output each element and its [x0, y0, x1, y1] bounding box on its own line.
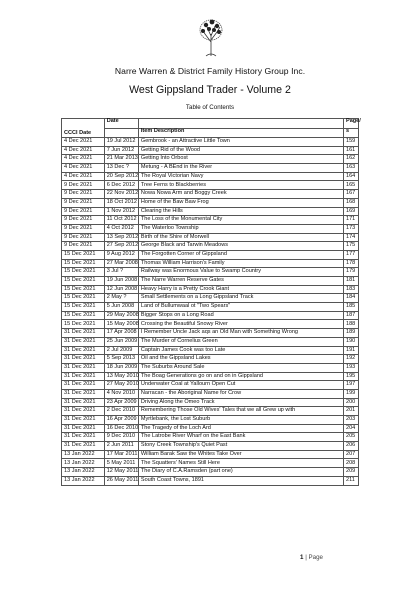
ccci-date-cell: 9 Dec 2021	[62, 198, 105, 207]
description-cell: South Coast Towns, 1891	[138, 476, 343, 485]
date-cell: 17 Mar 2011	[104, 450, 138, 459]
date-cell: 26 May 2011	[104, 476, 138, 485]
page-cell: 190	[344, 337, 359, 346]
table-row	[62, 442, 359, 451]
table-row	[62, 372, 359, 381]
date-cell: 9 Aug 2012	[104, 250, 138, 259]
column-header-page: Page/	[344, 119, 359, 129]
page-footer	[300, 554, 323, 561]
document-subtitle: Table of Contents	[185, 104, 235, 111]
description-cell: Narracan - the Aboriginal Name for Crow	[138, 389, 343, 398]
page-cell: 201	[344, 407, 359, 416]
description-cell: Heavy Harry is a Pretty Crook Giant	[138, 285, 343, 294]
page-cell: 185	[344, 303, 359, 312]
column-header-page-bottom: s	[344, 129, 359, 138]
description-cell: Thomas William Harrison's Family	[138, 259, 343, 268]
table-row	[62, 450, 359, 459]
ccci-date-cell: 9 Dec 2021	[62, 242, 105, 251]
table-row	[62, 190, 359, 199]
page-cell: 165	[344, 181, 359, 190]
page-cell: 193	[344, 363, 359, 372]
document-title: West Gippsland Trader - Volume 2	[129, 84, 291, 96]
date-cell: 19 Jul 2012	[104, 138, 138, 147]
description-cell: Oil and the Gippsland Lakes	[138, 355, 343, 364]
table-row	[62, 146, 359, 155]
date-cell: 29 May 2008	[104, 311, 138, 320]
description-cell: Metung - A BEnd in the River	[138, 164, 343, 173]
ccci-date-cell: 9 Dec 2021	[62, 207, 105, 216]
page-cell: 162	[344, 155, 359, 164]
table-row	[62, 268, 359, 277]
date-cell: 15 May 2008	[104, 320, 138, 329]
date-cell: 1 Nov 2012	[104, 207, 138, 216]
date-cell: 5 Jun 2008	[104, 303, 138, 312]
ccci-date-cell: 13 Jan 2022	[62, 450, 105, 459]
table-row	[62, 242, 359, 251]
table-row	[62, 224, 359, 233]
date-cell: 6 Dec 2012	[104, 181, 138, 190]
page-cell: 207	[344, 450, 359, 459]
date-cell: 19 Jun 2008	[104, 277, 138, 286]
description-cell: Railway was Enormous Value to Swamp Country	[138, 268, 343, 277]
ccci-date-cell: 15 Dec 2021	[62, 277, 105, 286]
description-cell: The Narre Warren Reserve Gates	[138, 277, 343, 286]
page-number: 1	[300, 554, 304, 561]
description-cell: Getting Into Orbost	[138, 155, 343, 164]
description-cell: Crossing the Beautiful Snowy River	[138, 320, 343, 329]
date-cell: 13 Sep 2012	[104, 233, 138, 242]
table-row	[62, 181, 359, 190]
date-cell: 27 May 2010	[104, 381, 138, 390]
ccci-date-cell: 31 Dec 2021	[62, 372, 105, 381]
page-cell: 188	[344, 320, 359, 329]
page-cell: 211	[344, 476, 359, 485]
ccci-date-cell: 31 Dec 2021	[62, 329, 105, 338]
table-row	[62, 355, 359, 364]
table-row	[62, 216, 359, 225]
page-cell: 177	[344, 250, 359, 259]
description-cell: Land of Bullumwaal ot "Two Spears"	[138, 303, 343, 312]
date-cell: 25 Jun 2009	[104, 337, 138, 346]
page-cell: 181	[344, 277, 359, 286]
date-cell: 23 Apr 2009	[104, 398, 138, 407]
date-cell: 18 Jun 2009	[104, 363, 138, 372]
contents-table	[61, 118, 359, 486]
description-cell: The Diary of C.A.Ramsden (part one)	[138, 468, 343, 477]
ccci-date-cell: 13 Jan 2022	[62, 468, 105, 477]
description-cell: The Suburbs Around Sale	[138, 363, 343, 372]
tree-icon	[197, 18, 225, 58]
table-row	[62, 320, 359, 329]
page-cell: 205	[344, 433, 359, 442]
ccci-date-cell: 31 Dec 2021	[62, 381, 105, 390]
date-cell: 22 Nov 2012	[104, 190, 138, 199]
ccci-date-cell: 31 Dec 2021	[62, 398, 105, 407]
description-cell: The Royal Victorian Navy	[138, 172, 343, 181]
page-cell: 167	[344, 190, 359, 199]
date-cell: 5 May 2011	[104, 459, 138, 468]
ccci-date-cell: 15 Dec 2021	[62, 311, 105, 320]
contents-table-body	[62, 138, 359, 486]
column-header-ccci-date: CCCI Date	[62, 119, 105, 138]
description-cell: Driving Along the Omeo Track	[138, 398, 343, 407]
table-row	[62, 329, 359, 338]
description-cell: Captain James Cook was too Late	[138, 346, 343, 355]
ccci-date-cell: 15 Dec 2021	[62, 285, 105, 294]
description-cell: Gembrook - an Attractive Little Town	[138, 138, 343, 147]
description-cell: Small Settlements on a Long Gippsland Track	[138, 294, 343, 303]
ccci-date-cell: 4 Dec 2021	[62, 155, 105, 164]
table-row	[62, 459, 359, 468]
date-cell: 12 May 2011	[104, 468, 138, 477]
description-cell: The Latrobe River Wharf on the East Bank	[138, 433, 343, 442]
column-header-description: Item Description	[138, 129, 343, 138]
table-row	[62, 433, 359, 442]
date-cell: 17 Apr 2008	[104, 329, 138, 338]
page-cell: 161	[344, 146, 359, 155]
description-cell: The Tragedy of the Loch Ard	[138, 424, 343, 433]
table-row	[62, 416, 359, 425]
page-cell: 197	[344, 381, 359, 390]
date-cell: 13 Dec ?	[104, 164, 138, 173]
ccci-date-cell: 31 Dec 2021	[62, 363, 105, 372]
ccci-date-cell: 31 Dec 2021	[62, 355, 105, 364]
ccci-date-cell: 4 Dec 2021	[62, 138, 105, 147]
description-cell: Remembering Those Old Wives' Tales that we all Grew up with	[138, 407, 343, 416]
table-row	[62, 294, 359, 303]
column-header-date-bottom	[104, 129, 138, 138]
ccci-date-cell: 4 Dec 2021	[62, 146, 105, 155]
page-cell: 163	[344, 164, 359, 173]
date-cell: 4 Nov 2010	[104, 389, 138, 398]
date-cell: 13 May 2010	[104, 372, 138, 381]
table-row	[62, 155, 359, 164]
date-cell: 27 Sep 2012	[104, 242, 138, 251]
page-cell: 179	[344, 268, 359, 277]
ccci-date-cell: 31 Dec 2021	[62, 416, 105, 425]
page-cell: 203	[344, 416, 359, 425]
date-cell: 20 Sep 2012	[104, 172, 138, 181]
ccci-date-cell: 31 Dec 2021	[62, 442, 105, 451]
table-row	[62, 398, 359, 407]
ccci-date-cell: 15 Dec 2021	[62, 320, 105, 329]
date-cell: 12 Jun 2008	[104, 285, 138, 294]
date-cell: 3 Jul ?	[104, 268, 138, 277]
table-row	[62, 285, 359, 294]
date-cell: 5 Sep 2013	[104, 355, 138, 364]
page-cell: 164	[344, 172, 359, 181]
page-cell: 183	[344, 285, 359, 294]
column-header-date: Date	[104, 119, 138, 129]
table-row	[62, 476, 359, 485]
date-cell: 21 Mar 2013	[104, 155, 138, 164]
description-cell: Stony Creek Township's Quiet Past	[138, 442, 343, 451]
table-row	[62, 363, 359, 372]
table-row	[62, 424, 359, 433]
description-cell: Getting Rid of the Wood	[138, 146, 343, 155]
ccci-date-cell: 31 Dec 2021	[62, 389, 105, 398]
page-cell: 208	[344, 459, 359, 468]
page-cell: 191	[344, 346, 359, 355]
page-cell: 178	[344, 259, 359, 268]
date-cell: 9 Dec 2010	[104, 433, 138, 442]
date-cell: 2 May ?	[104, 294, 138, 303]
table-row	[62, 337, 359, 346]
table-row	[62, 277, 359, 286]
date-cell: 27 Mar 2008	[104, 259, 138, 268]
table-row	[62, 381, 359, 390]
table-row	[62, 259, 359, 268]
description-cell: The Squatters' Names Still Here	[138, 459, 343, 468]
table-row	[62, 138, 359, 147]
description-cell: The Loss of the Monumental City	[138, 216, 343, 225]
page-cell: 200	[344, 398, 359, 407]
ccci-date-cell: 31 Dec 2021	[62, 337, 105, 346]
date-cell: 18 Oct 2012	[104, 198, 138, 207]
ccci-date-cell: 31 Dec 2021	[62, 346, 105, 355]
date-cell: 16 Dec 2010	[104, 424, 138, 433]
ccci-date-cell: 9 Dec 2021	[62, 233, 105, 242]
table-row	[62, 346, 359, 355]
page-cell: 184	[344, 294, 359, 303]
page-cell: 159	[344, 138, 359, 147]
description-cell: Clearing the Hills	[138, 207, 343, 216]
page-cell: 175	[344, 242, 359, 251]
ccci-date-cell: 9 Dec 2021	[62, 216, 105, 225]
table-row	[62, 303, 359, 312]
table-row	[62, 198, 359, 207]
table-row	[62, 172, 359, 181]
ccci-date-cell: 31 Dec 2021	[62, 424, 105, 433]
ccci-date-cell: 4 Dec 2021	[62, 172, 105, 181]
description-cell: The Waterloo Township	[138, 224, 343, 233]
ccci-date-cell: 13 Jan 2022	[62, 459, 105, 468]
table-row	[62, 250, 359, 259]
organisation-name: Narre Warren & District Family History Group Inc.	[114, 66, 306, 76]
ccci-date-cell: 15 Dec 2021	[62, 303, 105, 312]
ccci-date-cell: 31 Dec 2021	[62, 407, 105, 416]
description-cell: Bigger Stops on a Long Road	[138, 311, 343, 320]
table-row	[62, 164, 359, 173]
ccci-date-cell: 9 Dec 2021	[62, 181, 105, 190]
ccci-date-cell: 4 Dec 2021	[62, 164, 105, 173]
ccci-date-cell: 13 Jan 2022	[62, 476, 105, 485]
description-cell: Myrtlebank, the Lost Suburb	[138, 416, 343, 425]
ccci-date-cell: 15 Dec 2021	[62, 259, 105, 268]
date-cell: 11 Oct 2012	[104, 216, 138, 225]
date-cell: 2 Dec 2010	[104, 407, 138, 416]
table-row	[62, 468, 359, 477]
page-cell: 199	[344, 389, 359, 398]
date-cell: 2 Jul 2009	[104, 346, 138, 355]
date-cell: 4 Oct 2012	[104, 224, 138, 233]
page-cell: 206	[344, 442, 359, 451]
description-cell: The Murder of Cornelius Green	[138, 337, 343, 346]
description-cell: Birth of the Shire of Morwell	[138, 233, 343, 242]
description-cell: Nowa Nowa Arm and Boggy Creek	[138, 190, 343, 199]
page-cell: 192	[344, 355, 359, 364]
ccci-date-cell: 15 Dec 2021	[62, 268, 105, 277]
ccci-date-cell: 9 Dec 2021	[62, 190, 105, 199]
page-cell: 169	[344, 207, 359, 216]
page-cell: 209	[344, 468, 359, 477]
column-header-description-top	[138, 119, 343, 129]
date-cell: 16 Apr 2009	[104, 416, 138, 425]
description-cell: William Barak Saw the Whites Take Over	[138, 450, 343, 459]
page-cell: 187	[344, 311, 359, 320]
date-cell: 2 Jun 2011	[104, 442, 138, 451]
page-cell: 173	[344, 224, 359, 233]
description-cell: Tree Ferns to Blackberries	[138, 181, 343, 190]
table-row	[62, 233, 359, 242]
description-cell: George Black and Tarwin Meadows	[138, 242, 343, 251]
table-row	[62, 407, 359, 416]
page-label: | Page	[305, 554, 323, 561]
table-row	[62, 311, 359, 320]
table-row	[62, 389, 359, 398]
description-cell: I Remember Uncle Jack aqs an Old Man with Something Wrong	[138, 329, 343, 338]
ccci-date-cell: 15 Dec 2021	[62, 294, 105, 303]
description-cell: The Forgotten Corner of Gippsland	[138, 250, 343, 259]
page-cell: 195	[344, 372, 359, 381]
ccci-date-cell: 31 Dec 2021	[62, 433, 105, 442]
description-cell: Underwater Coal at Yallourn Open Cut	[138, 381, 343, 390]
table-row	[62, 207, 359, 216]
description-cell: Home of the Baw Baw Frog	[138, 198, 343, 207]
page-cell: 171	[344, 216, 359, 225]
ccci-date-cell: 9 Dec 2021	[62, 224, 105, 233]
description-cell: The Boag Generations go on and on in Gippsland	[138, 372, 343, 381]
page-cell: 174	[344, 233, 359, 242]
page-cell: 168	[344, 198, 359, 207]
ccci-date-cell: 15 Dec 2021	[62, 250, 105, 259]
page-cell: 204	[344, 424, 359, 433]
date-cell: 7 Jun 2012	[104, 146, 138, 155]
page-cell: 189	[344, 329, 359, 338]
